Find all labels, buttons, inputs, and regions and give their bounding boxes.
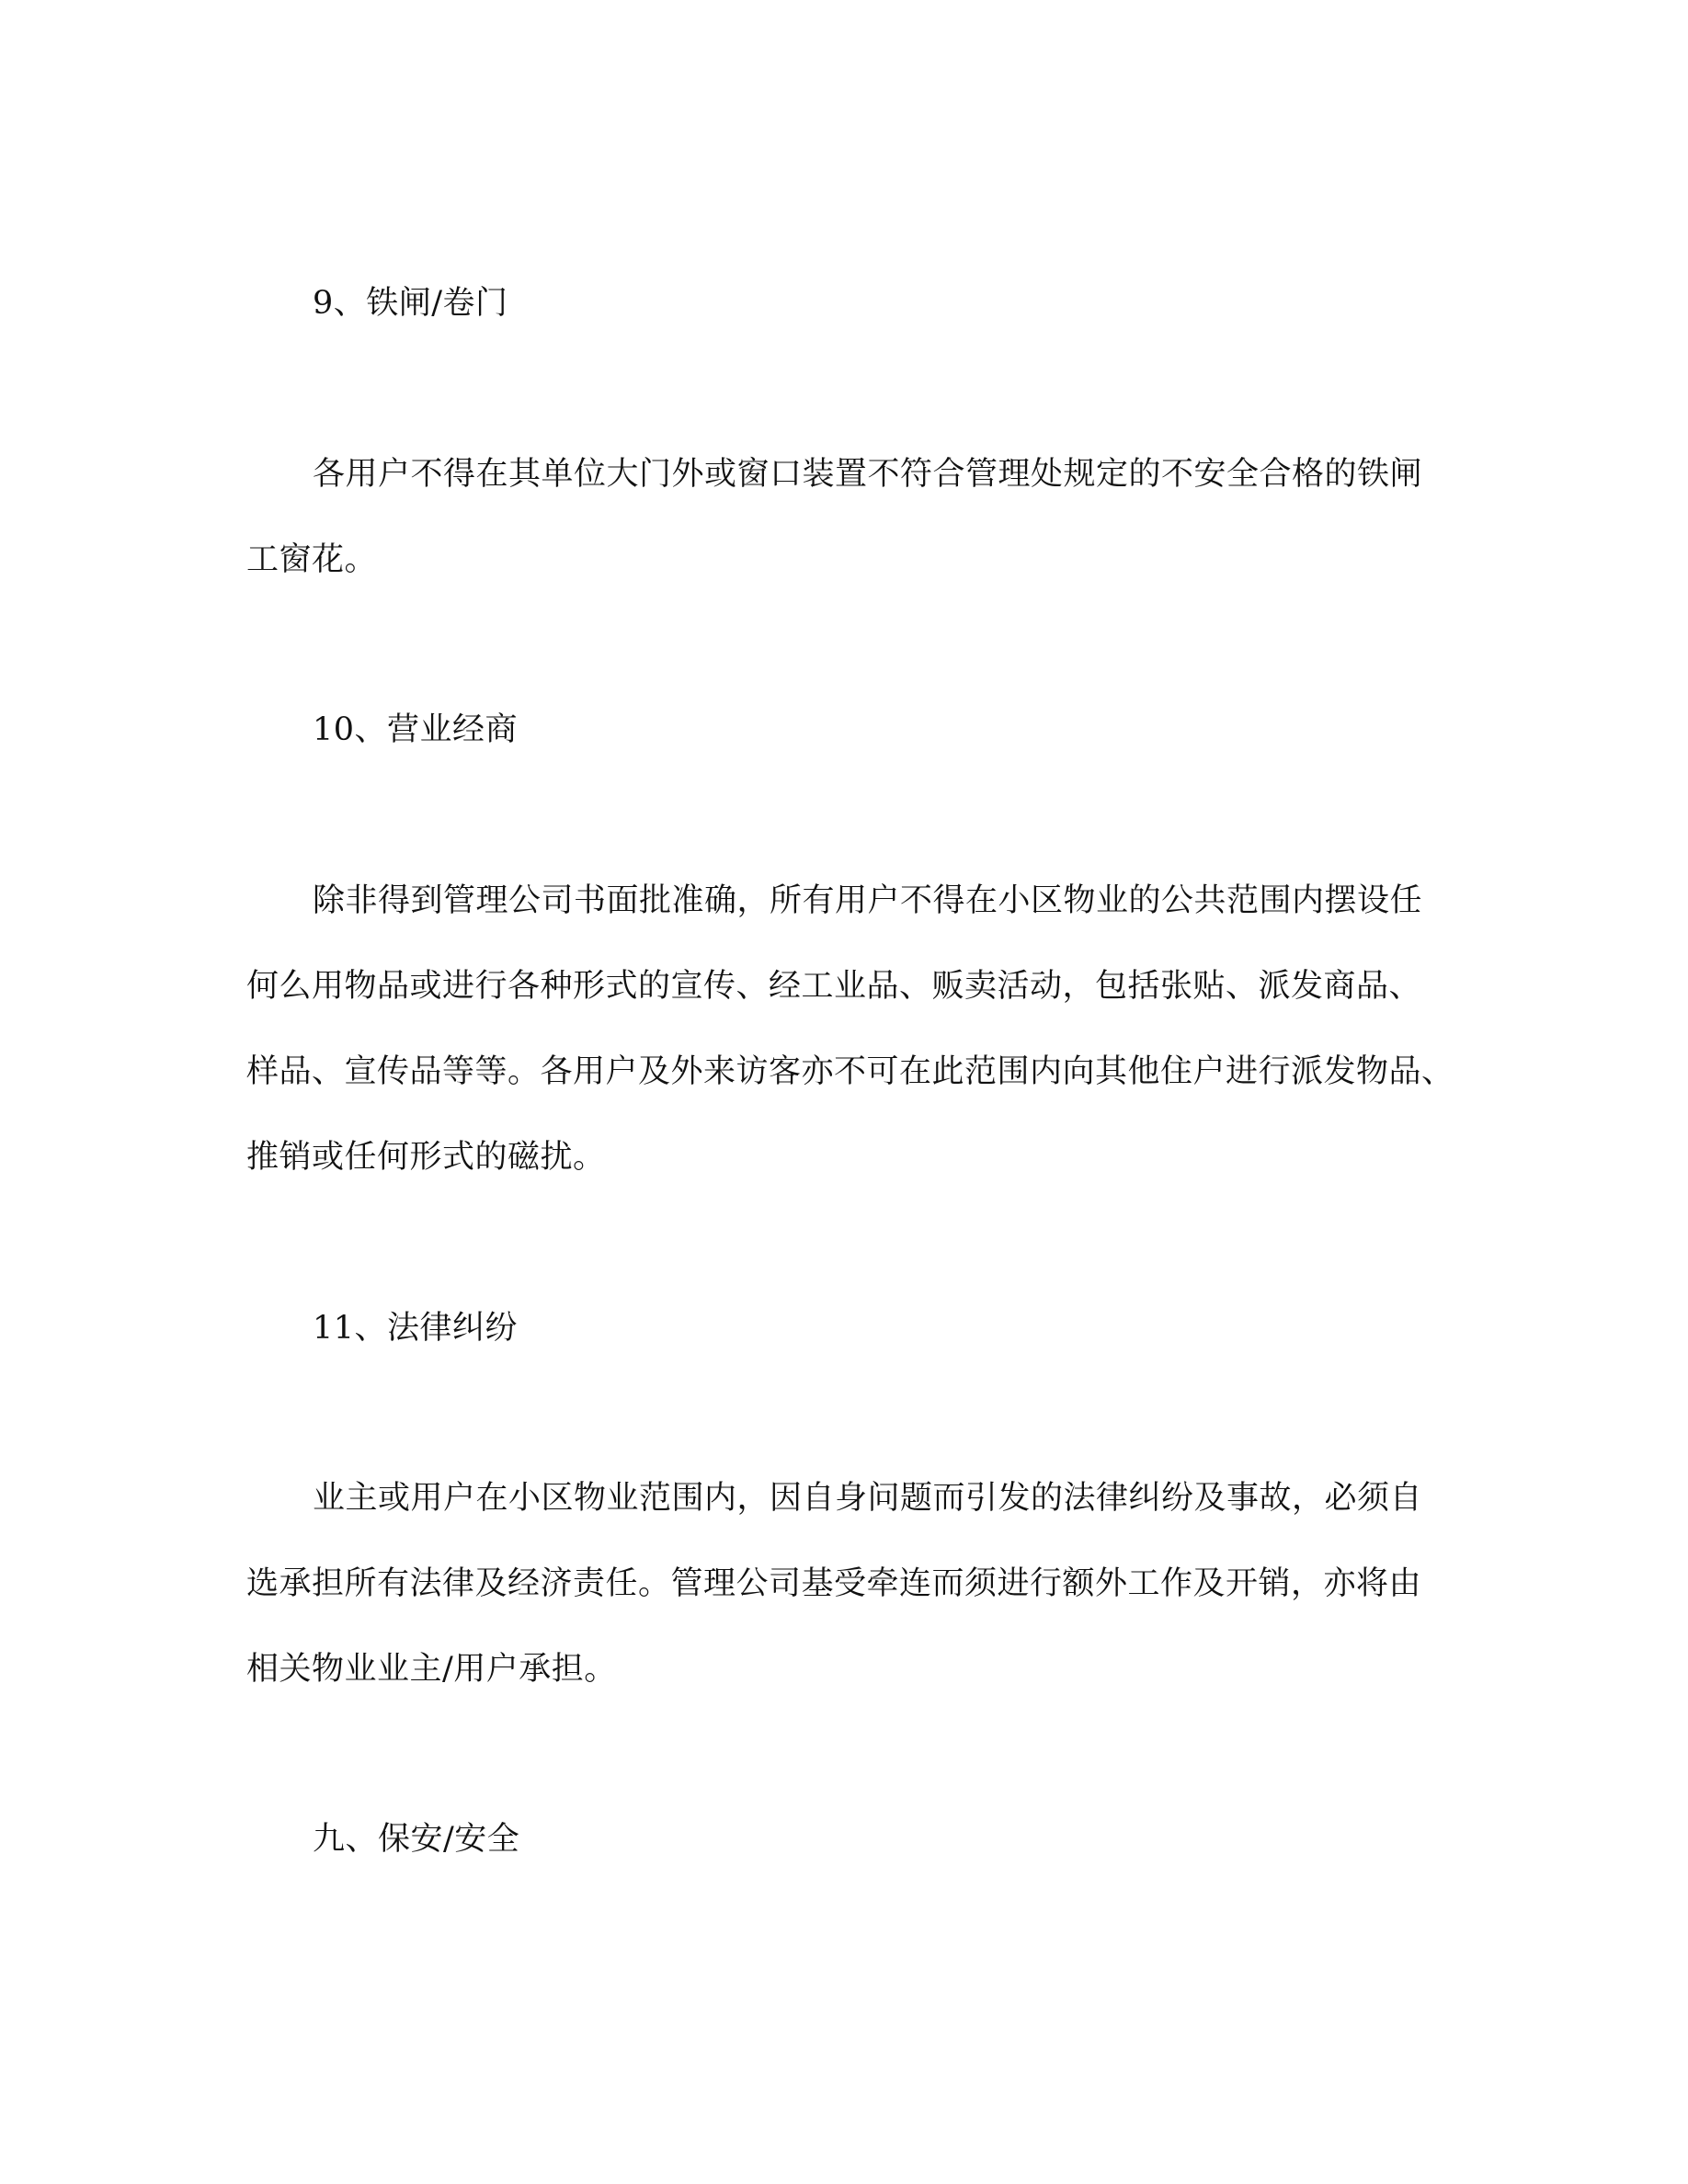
paragraph-line: 推销或任何形式的磁扰。 [246,1139,606,1176]
paragraph-line: 何么用物品或进行各种形式的宣传、经工业品、贩卖活动，包括张贴、派发商品、 [246,968,1422,1005]
paragraph-line: 除非得到管理公司书面批准确，所有用户不得在小区物业的公共范围内摆设任 [313,882,1423,919]
paragraph-line: 工窗花。 [246,541,378,578]
section-heading-9: 9、铁闸/卷门 [313,285,508,322]
section-heading-11: 11、法律纠纷 [313,1310,519,1347]
paragraph-line: 选承担所有法律及经济责任。管理公司基受牵连而须进行额外工作及开销，亦将由 [246,1565,1422,1602]
paragraph-line: 业主或用户在小区物业范围内，因自身问题而引发的法律纠纷及事故，必须自 [313,1480,1423,1517]
section-heading-10: 10、营业经商 [313,711,519,748]
chapter-heading-security: 九、保安/安全 [313,1821,520,1858]
paragraph-line: 各用户不得在其单位大门外或窗口装置不符合管理处规定的不安全合格的铁闸 [313,456,1423,493]
paragraph-line: 相关物业业主/用户承担。 [246,1651,617,1688]
paragraph-line: 样品、宣传品等等。各用户及外来访客亦不可在此范围内向其他住户进行派发物品、 [246,1053,1454,1090]
